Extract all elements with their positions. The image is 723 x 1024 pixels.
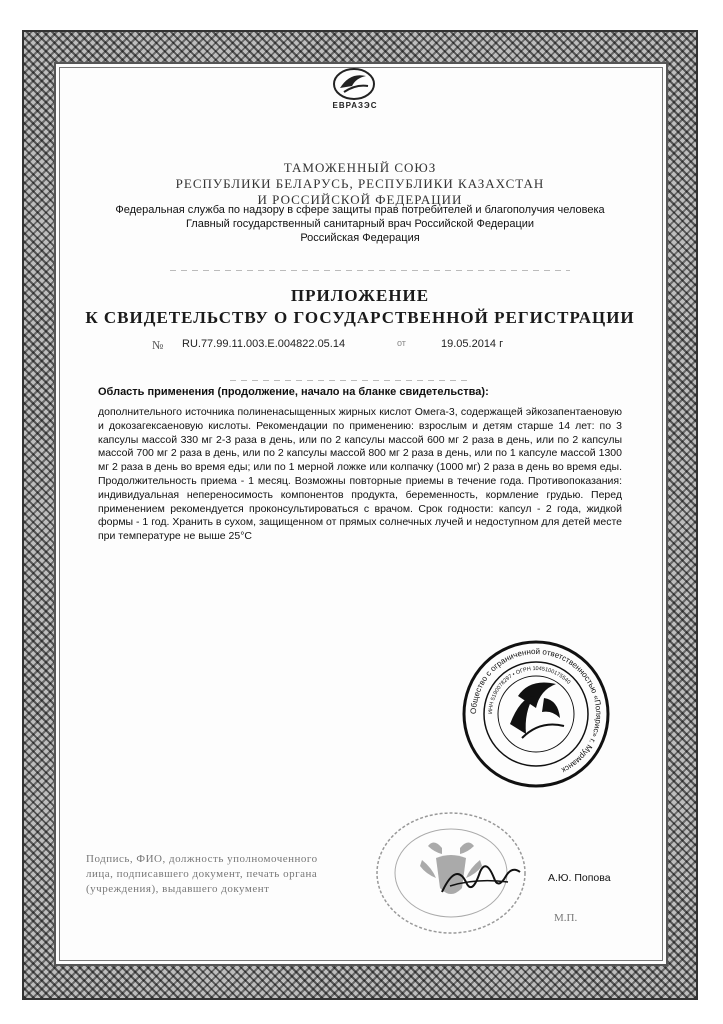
union-line-1: ТАМОЖЕННЫЙ СОЮЗ <box>283 160 437 175</box>
registration-number-prefix: № <box>152 338 164 352</box>
signer-caption-line-1: Подпись, ФИО, должность уполномоченного <box>86 853 318 865</box>
emblem-caption: ЕВРАЗЭС <box>332 101 378 110</box>
application-area-label: Область применения (продолжение, начало на бланке свидетельства): <box>98 386 489 398</box>
signature-mark <box>436 852 526 902</box>
appendix-title: ПРИЛОЖЕНИЕ <box>290 286 430 305</box>
faint-rule-bottom <box>230 380 470 381</box>
faint-rule-top <box>170 270 570 271</box>
appendix-subtitle: К СВИДЕТЕЛЬСТВУ О ГОСУДАРСТВЕННОЙ РЕГИСТРАЦИИ <box>85 308 635 327</box>
signer-caption <box>86 852 386 897</box>
agency-line-2: Главный государственный санитарный врач Российской Федерации <box>185 218 535 230</box>
stamp-place-mark: М.П. <box>554 912 578 924</box>
application-area-text: дополнительного источника полиненасыщенных жирных кислот Омега-3, содержащей эйкозапентаеновую и докозагексаеновую кислоты. Рекомендации по применению: взрослым и детям старше 14 лет: по 3 капсулы массой 330 мг 2-3 раза в день, или по 2 капсулы массой 600 мг 2 раза в день, или по 2 капсулы массой 700 мг 2 раза в день, или по 2 капсулы массой 800 мг 2 раза в день, или по 1 капсуле массой 1300 мг 2 раза в день во время еды; или по 1 мерной ложке или колпачку (1000 мг) 2 раза в день во время еды. Продолжительность приема - 1 месяц. Возможны повторные приемы в течение года. Противопоказания: индивидуальная непереносимость компонентов продукта, беременность, кормление грудью. Перед применением рекомендуется проконсультироваться с врачом. Срок годности: капсул - 2 года, жидкой формы - 1 год. Хранить в сухом, защищенном от прямых солнечных лучей и недоступном для детей месте при температуре не выше 25°С <box>98 406 622 543</box>
agency-line-1: Федеральная служба по надзору в сфере защиты прав потребителей и благополучия человека <box>115 204 605 216</box>
union-line-2: РЕСПУБЛИКИ БЕЛАРУСЬ, РЕСПУБЛИКИ КАЗАХСТАН <box>175 176 545 191</box>
company-stamp <box>460 638 612 790</box>
agency-line-3: Российская Федерация <box>300 232 420 244</box>
eurasec-emblem-icon <box>328 66 380 102</box>
registration-date: 19.05.2014 г <box>441 338 504 350</box>
union-line-3: И РОССИЙСКОЙ ФЕДЕРАЦИИ <box>257 192 463 207</box>
company-logo-icon <box>510 683 564 739</box>
signer-caption-line-3: (учреждения), выдавшего документ <box>86 883 270 895</box>
stamp-inn-text: ИНН 5190078297 • ОГРН 1045100175540 <box>487 665 572 715</box>
stamp-ring-text: Общество с ограниченной ответственностью «Полярис» г. Мурманск <box>468 646 604 775</box>
signer-caption-line-2: лица, подписавшего документ, печать органа <box>86 868 318 880</box>
registration-number: RU.77.99.11.003.E.004822.05.14 <box>182 338 346 350</box>
registration-date-prefix: от <box>397 338 406 348</box>
signer-name: А.Ю. Попова <box>548 872 611 884</box>
